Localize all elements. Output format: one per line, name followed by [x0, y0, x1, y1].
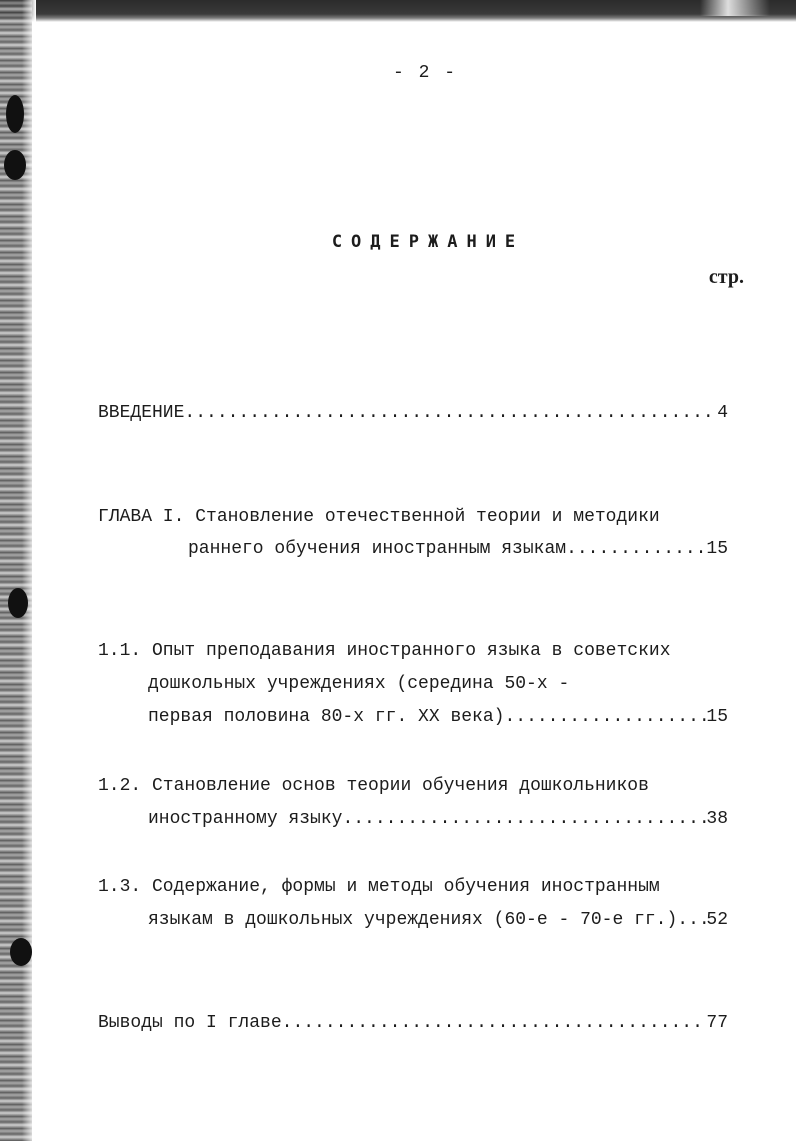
toc-entry-conclusions: [98, 1012, 728, 1034]
toc-entry-text: 1.3. Содержание, формы и методы обучения иностранным: [98, 877, 660, 897]
toc-entry-1-1-line2: [148, 673, 569, 695]
toc-entry-text: 1.1. Опыт преподавания иностранного языка в советских: [98, 641, 671, 661]
dot-leader: [504, 706, 706, 728]
toc-entry-1-2-line1: [98, 775, 649, 797]
page-number: - 2 -: [392, 63, 457, 83]
toc-entry-1-3-line2: [148, 909, 728, 931]
toc-entry-chapter-1-line2: [188, 538, 728, 560]
toc-entry-text: Выводы по I главе: [98, 1013, 282, 1033]
dot-leader: [677, 909, 706, 931]
dot-leader: [566, 538, 706, 560]
toc-entry-page: 77: [706, 1013, 728, 1033]
dot-leader: [342, 808, 706, 830]
toc-entry-text: иностранному языку: [148, 809, 343, 829]
toc-entry-introduction: [98, 402, 728, 424]
toc-entry-text: 1.2. Становление основ теории обучения дошкольников: [98, 776, 649, 796]
toc-entry-text: дошкольных учреждениях (середина 50-х -: [148, 674, 570, 694]
toc-entry-1-1-line3: [148, 706, 728, 728]
toc-entry-page: 38: [706, 809, 728, 829]
toc-entry-1-3-line1: [98, 876, 660, 898]
toc-entry-text: раннего обучения иностранным языкам: [188, 539, 567, 559]
toc-entry-1-2-line2: [148, 808, 728, 830]
toc-entry-text: ГЛАВА I. Становление отечественной теории и методики: [98, 507, 660, 527]
toc-entry-page: 15: [706, 539, 728, 559]
toc-title: СОДЕРЖАНИЕ: [331, 232, 525, 252]
toc-entry-page: 4: [717, 403, 728, 423]
dot-leader: [282, 1012, 707, 1034]
toc-entry-chapter-1-line1: [98, 506, 660, 528]
toc-entry-page: 52: [706, 910, 728, 930]
toc-entry-page: 15: [706, 707, 728, 727]
page-column-label: стр.: [708, 266, 744, 288]
toc-entry-text: языкам в дошкольных учреждениях (60-е - 70-е гг.): [148, 910, 678, 930]
toc-entry-text: первая половина 80-х гг. XX века): [148, 707, 505, 727]
toc-entry-1-1-line1: [98, 640, 671, 662]
dot-leader: [184, 402, 717, 424]
toc-entry-text: ВВЕДЕНИЕ: [98, 403, 185, 423]
